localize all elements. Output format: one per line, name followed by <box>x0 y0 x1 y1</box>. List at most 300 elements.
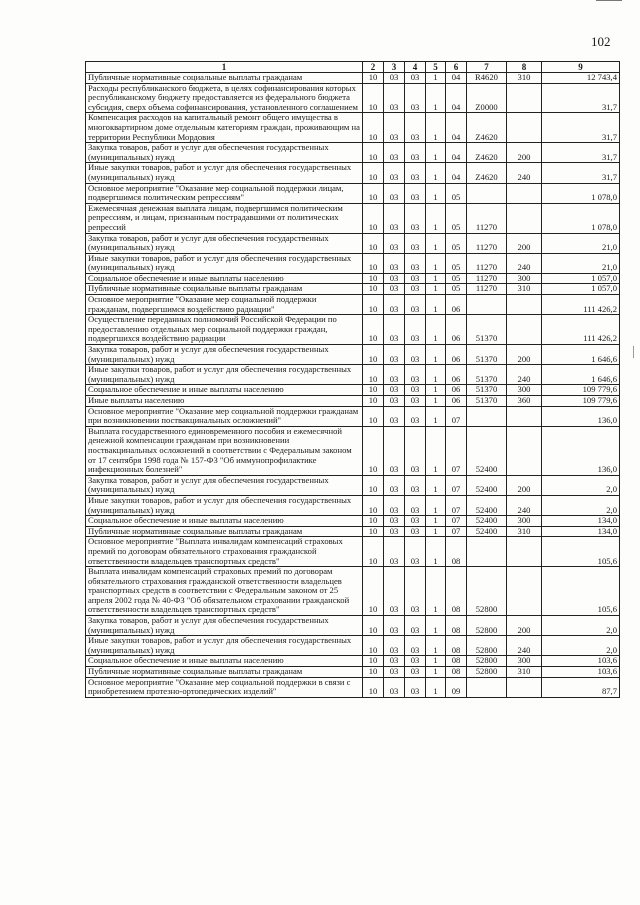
amount-cell: 1 646,6 <box>542 345 620 365</box>
section-code-cell: 10 <box>363 475 384 495</box>
activity-code-cell: 07 <box>446 475 467 495</box>
amount-cell: 2,0 <box>542 475 620 495</box>
table-row <box>86 406 620 426</box>
subprogram-code-cell: 1 <box>426 183 446 203</box>
expense-type-code-cell: 360 <box>507 396 542 407</box>
program-code-cell: 03 <box>405 143 426 163</box>
subprogram-code-cell: 1 <box>426 113 446 143</box>
column-header-subprogram: 5 <box>426 62 446 73</box>
program-code-cell: 03 <box>405 406 426 426</box>
expense-type-code-cell <box>507 183 542 203</box>
program-code-cell: 03 <box>405 284 426 295</box>
subprogram-code-cell: 1 <box>426 73 446 84</box>
expense-type-code-cell: 300 <box>507 516 542 527</box>
amount-cell: 134,0 <box>542 526 620 537</box>
subprogram-code-cell: 1 <box>426 677 446 697</box>
column-header-expense-type: 8 <box>507 62 542 73</box>
subprogram-code-cell: 1 <box>426 667 446 678</box>
subsection-code-cell: 03 <box>384 396 405 407</box>
activity-code-cell: 04 <box>446 73 467 84</box>
program-code-cell: 03 <box>405 273 426 284</box>
subsection-code-cell: 03 <box>384 526 405 537</box>
table-row <box>86 495 620 515</box>
subprogram-code-cell: 1 <box>426 83 446 113</box>
activity-code-cell: 08 <box>446 656 467 667</box>
section-code-cell: 10 <box>363 636 384 656</box>
subsection-code-cell: 03 <box>384 426 405 475</box>
amount-cell: 111 426,2 <box>542 295 620 315</box>
activity-code-cell: 06 <box>446 315 467 345</box>
amount-cell: 31,7 <box>542 163 620 183</box>
section-code-cell: 10 <box>363 295 384 315</box>
subsection-code-cell: 03 <box>384 233 405 253</box>
subsection-code-cell: 03 <box>384 183 405 203</box>
direction-code-cell: 51370 <box>467 365 507 385</box>
subprogram-code-cell: 1 <box>426 516 446 527</box>
expense-type-code-cell <box>507 426 542 475</box>
table-row <box>86 163 620 183</box>
row-name-cell: Социальное обеспечение и иные выплаты населению <box>86 273 363 284</box>
program-code-cell: 03 <box>405 385 426 396</box>
subsection-code-cell: 03 <box>384 516 405 527</box>
direction-code-cell: 11270 <box>467 203 507 233</box>
subprogram-code-cell: 1 <box>426 385 446 396</box>
section-code-cell: 10 <box>363 396 384 407</box>
program-code-cell: 03 <box>405 495 426 515</box>
row-name-cell: Закупка товаров, работ и услуг для обеспечения государственных (муниципальных) нужд <box>86 345 363 365</box>
amount-cell: 1 078,0 <box>542 183 620 203</box>
section-code-cell: 10 <box>363 495 384 515</box>
direction-code-cell: R4620 <box>467 73 507 84</box>
row-name-cell: Социальное обеспечение и иные выплаты населению <box>86 385 363 396</box>
section-code-cell: 10 <box>363 253 384 273</box>
row-name-cell: Основное мероприятие "Оказание мер социальной поддержки гражданам при возникновении поствакцинальных осложнений" <box>86 406 363 426</box>
subsection-code-cell: 03 <box>384 284 405 295</box>
program-code-cell: 03 <box>405 396 426 407</box>
subsection-code-cell: 03 <box>384 253 405 273</box>
subsection-code-cell: 03 <box>384 345 405 365</box>
direction-code-cell: 51370 <box>467 315 507 345</box>
program-code-cell: 03 <box>405 537 426 567</box>
amount-cell: 1 057,0 <box>542 273 620 284</box>
direction-code-cell: 52400 <box>467 495 507 515</box>
direction-code-cell: 11270 <box>467 284 507 295</box>
amount-cell: 109 779,6 <box>542 396 620 407</box>
subprogram-code-cell: 1 <box>426 163 446 183</box>
program-code-cell: 03 <box>405 656 426 667</box>
activity-code-cell: 04 <box>446 83 467 113</box>
subprogram-code-cell: 1 <box>426 616 446 636</box>
activity-code-cell: 06 <box>446 385 467 396</box>
table-row <box>86 426 620 475</box>
column-header-name: 1 <box>86 62 363 73</box>
subprogram-code-cell: 1 <box>426 315 446 345</box>
table-row <box>86 233 620 253</box>
direction-code-cell: 52800 <box>467 636 507 656</box>
expense-type-code-cell: 300 <box>507 385 542 396</box>
subsection-code-cell: 03 <box>384 83 405 113</box>
table-row <box>86 526 620 537</box>
subsection-code-cell: 03 <box>384 656 405 667</box>
activity-code-cell: 04 <box>446 113 467 143</box>
expense-type-code-cell: 200 <box>507 475 542 495</box>
row-name-cell: Иные закупки товаров, работ и услуг для обеспечения государственных (муниципальных) нужд <box>86 365 363 385</box>
direction-code-cell: 51370 <box>467 345 507 365</box>
amount-cell: 2,0 <box>542 636 620 656</box>
activity-code-cell: 09 <box>446 677 467 697</box>
table-row <box>86 345 620 365</box>
direction-code-cell: 52800 <box>467 567 507 616</box>
expense-type-code-cell: 300 <box>507 273 542 284</box>
activity-code-cell: 05 <box>446 233 467 253</box>
section-code-cell: 10 <box>363 677 384 697</box>
subprogram-code-cell: 1 <box>426 656 446 667</box>
row-name-cell: Иные закупки товаров, работ и услуг для обеспечения государственных (муниципальных) нужд <box>86 163 363 183</box>
row-name-cell: Выплата государственного единовременного пособия и ежемесячной денежной компенсации гражданам при возникновении поствакцинальных осложнений в соответствии с Федеральным законом от 17 сентября 1998 года № 157-ФЗ "Об иммунопрофилактике инфекционных болезней" <box>86 426 363 475</box>
program-code-cell: 03 <box>405 73 426 84</box>
column-header-program: 4 <box>405 62 426 73</box>
subsection-code-cell: 03 <box>384 475 405 495</box>
program-code-cell: 03 <box>405 426 426 475</box>
row-name-cell: Закупка товаров, работ и услуг для обеспечения государственных (муниципальных) нужд <box>86 233 363 253</box>
direction-code-cell: 51370 <box>467 396 507 407</box>
scan-artifact-line <box>596 0 622 1</box>
row-name-cell: Иные выплаты населению <box>86 396 363 407</box>
expense-type-code-cell: 240 <box>507 636 542 656</box>
subsection-code-cell: 03 <box>384 365 405 385</box>
activity-code-cell: 06 <box>446 396 467 407</box>
direction-code-cell: 52400 <box>467 475 507 495</box>
subsection-code-cell: 03 <box>384 616 405 636</box>
table-row <box>86 143 620 163</box>
program-code-cell: 03 <box>405 253 426 273</box>
section-code-cell: 10 <box>363 233 384 253</box>
direction-code-cell: 11270 <box>467 233 507 253</box>
amount-cell: 2,0 <box>542 616 620 636</box>
section-code-cell: 10 <box>363 203 384 233</box>
expense-type-code-cell: 240 <box>507 365 542 385</box>
subprogram-code-cell: 1 <box>426 537 446 567</box>
column-header-section: 2 <box>363 62 384 73</box>
activity-code-cell: 06 <box>446 365 467 385</box>
activity-code-cell: 05 <box>446 203 467 233</box>
direction-code-cell: 52800 <box>467 656 507 667</box>
subsection-code-cell: 03 <box>384 163 405 183</box>
row-name-cell: Выплата инвалидам компенсаций страховых премий по договорам обязательного страхования гражданской ответственности владельцев транспортных средств в соответствии с Федеральным законом от 25 апреля 2002 года № 40-ФЗ "Об обязательном страховании гражданской ответственности владельцев транспортных средств" <box>86 567 363 616</box>
expense-type-code-cell <box>507 113 542 143</box>
activity-code-cell: 07 <box>446 516 467 527</box>
program-code-cell: 03 <box>405 667 426 678</box>
direction-code-cell <box>467 295 507 315</box>
section-code-cell: 10 <box>363 616 384 636</box>
activity-code-cell: 05 <box>446 273 467 284</box>
amount-cell: 2,0 <box>542 495 620 515</box>
activity-code-cell: 05 <box>446 284 467 295</box>
activity-code-cell: 04 <box>446 163 467 183</box>
subsection-code-cell: 03 <box>384 203 405 233</box>
row-name-cell: Иные закупки товаров, работ и услуг для обеспечения государственных (муниципальных) нужд <box>86 636 363 656</box>
amount-cell: 21,0 <box>542 233 620 253</box>
table-row <box>86 475 620 495</box>
direction-code-cell: 51370 <box>467 385 507 396</box>
activity-code-cell: 06 <box>446 295 467 315</box>
activity-code-cell: 08 <box>446 667 467 678</box>
section-code-cell: 10 <box>363 183 384 203</box>
table-row <box>86 295 620 315</box>
expense-type-code-cell: 310 <box>507 284 542 295</box>
amount-cell: 12 743,4 <box>542 73 620 84</box>
expense-type-code-cell: 200 <box>507 233 542 253</box>
subsection-code-cell: 03 <box>384 495 405 515</box>
amount-cell: 1 078,0 <box>542 203 620 233</box>
page-number: 102 <box>591 34 611 49</box>
direction-code-cell <box>467 406 507 426</box>
table-row <box>86 315 620 345</box>
column-header-activity: 6 <box>446 62 467 73</box>
section-code-cell: 10 <box>363 567 384 616</box>
expense-type-code-cell: 200 <box>507 616 542 636</box>
activity-code-cell: 08 <box>446 537 467 567</box>
direction-code-cell: 52400 <box>467 426 507 475</box>
direction-code-cell <box>467 537 507 567</box>
amount-cell: 1 057,0 <box>542 284 620 295</box>
subprogram-code-cell: 1 <box>426 295 446 315</box>
activity-code-cell: 05 <box>446 253 467 273</box>
section-code-cell: 10 <box>363 113 384 143</box>
scan-edge-mark <box>633 346 634 358</box>
section-code-cell: 10 <box>363 284 384 295</box>
activity-code-cell: 07 <box>446 406 467 426</box>
row-name-cell: Осуществление переданных полномочий Российской Федерации по предоставлению отдельных мер социальной поддержки граждан, подвергшихся воздействию радиации <box>86 315 363 345</box>
program-code-cell: 03 <box>405 365 426 385</box>
subsection-code-cell: 03 <box>384 667 405 678</box>
section-code-cell: 10 <box>363 385 384 396</box>
row-name-cell: Закупка товаров, работ и услуг для обеспечения государственных (муниципальных) нужд <box>86 143 363 163</box>
expense-type-code-cell: 300 <box>507 656 542 667</box>
section-code-cell: 10 <box>363 667 384 678</box>
expense-type-code-cell <box>507 295 542 315</box>
row-name-cell: Публичные нормативные социальные выплаты гражданам <box>86 73 363 84</box>
subprogram-code-cell: 1 <box>426 203 446 233</box>
direction-code-cell <box>467 677 507 697</box>
expense-type-code-cell <box>507 677 542 697</box>
row-name-cell: Основное мероприятие "Оказание мер социальной поддержки в связи с приобретением протезно-ортопедических изделий" <box>86 677 363 697</box>
program-code-cell: 03 <box>405 315 426 345</box>
table-row <box>86 385 620 396</box>
activity-code-cell: 05 <box>446 183 467 203</box>
table-row <box>86 396 620 407</box>
subsection-code-cell: 03 <box>384 113 405 143</box>
amount-cell: 103,6 <box>542 667 620 678</box>
direction-code-cell: 11270 <box>467 253 507 273</box>
program-code-cell: 03 <box>405 516 426 527</box>
table-row <box>86 365 620 385</box>
subsection-code-cell: 03 <box>384 273 405 284</box>
activity-code-cell: 08 <box>446 567 467 616</box>
amount-cell: 105,6 <box>542 537 620 567</box>
amount-cell: 1 646,6 <box>542 365 620 385</box>
subprogram-code-cell: 1 <box>426 233 446 253</box>
table-row <box>86 113 620 143</box>
program-code-cell: 03 <box>405 233 426 253</box>
amount-cell: 103,6 <box>542 656 620 667</box>
program-code-cell: 03 <box>405 345 426 365</box>
direction-code-cell: Z4620 <box>467 163 507 183</box>
row-name-cell: Социальное обеспечение и иные выплаты населению <box>86 516 363 527</box>
subprogram-code-cell: 1 <box>426 143 446 163</box>
expense-type-code-cell: 310 <box>507 73 542 84</box>
activity-code-cell: 07 <box>446 526 467 537</box>
amount-cell: 31,7 <box>542 143 620 163</box>
section-code-cell: 10 <box>363 426 384 475</box>
subprogram-code-cell: 1 <box>426 495 446 515</box>
subprogram-code-cell: 1 <box>426 636 446 656</box>
amount-cell: 87,7 <box>542 677 620 697</box>
section-code-cell: 10 <box>363 315 384 345</box>
program-code-cell: 03 <box>405 203 426 233</box>
table-row <box>86 667 620 678</box>
table-row <box>86 273 620 284</box>
subprogram-code-cell: 1 <box>426 253 446 273</box>
subsection-code-cell: 03 <box>384 677 405 697</box>
direction-code-cell: 52400 <box>467 516 507 527</box>
table-row <box>86 183 620 203</box>
program-code-cell: 03 <box>405 677 426 697</box>
expense-type-code-cell <box>507 203 542 233</box>
table-row <box>86 537 620 567</box>
amount-cell: 134,0 <box>542 516 620 527</box>
table-row <box>86 73 620 84</box>
row-name-cell: Публичные нормативные социальные выплаты гражданам <box>86 526 363 537</box>
program-code-cell: 03 <box>405 113 426 143</box>
direction-code-cell: 52800 <box>467 667 507 678</box>
expense-type-code-cell <box>507 567 542 616</box>
direction-code-cell: 52400 <box>467 526 507 537</box>
section-code-cell: 10 <box>363 656 384 667</box>
column-header-subsection: 3 <box>384 62 405 73</box>
expense-type-code-cell: 200 <box>507 345 542 365</box>
column-header-amount: 9 <box>542 62 620 73</box>
section-code-cell: 10 <box>363 526 384 537</box>
subprogram-code-cell: 1 <box>426 345 446 365</box>
row-name-cell: Социальное обеспечение и иные выплаты населению <box>86 656 363 667</box>
direction-code-cell: Z4620 <box>467 143 507 163</box>
subsection-code-cell: 03 <box>384 385 405 396</box>
subprogram-code-cell: 1 <box>426 426 446 475</box>
row-name-cell: Ежемесячная денежная выплата лицам, подвергшимся политическим репрессиям, и лицам, признанным пострадавшими от политических репрессий <box>86 203 363 233</box>
subprogram-code-cell: 1 <box>426 273 446 284</box>
table-row <box>86 567 620 616</box>
expense-type-code-cell: 240 <box>507 163 542 183</box>
table-row <box>86 83 620 113</box>
subsection-code-cell: 03 <box>384 315 405 345</box>
program-code-cell: 03 <box>405 526 426 537</box>
expense-type-code-cell: 310 <box>507 526 542 537</box>
row-name-cell: Иные закупки товаров, работ и услуг для обеспечения государственных (муниципальных) нужд <box>86 253 363 273</box>
row-name-cell: Компенсация расходов на капитальный ремонт общего имущества в многоквартирном доме отдельным категориям граждан, проживающим на территории Республики Мордовия <box>86 113 363 143</box>
activity-code-cell: 06 <box>446 345 467 365</box>
subsection-code-cell: 03 <box>384 636 405 656</box>
budget-table <box>85 61 620 698</box>
table-row <box>86 203 620 233</box>
activity-code-cell: 04 <box>446 143 467 163</box>
section-code-cell: 10 <box>363 143 384 163</box>
subsection-code-cell: 03 <box>384 537 405 567</box>
section-code-cell: 10 <box>363 83 384 113</box>
row-name-cell: Основное мероприятие "Оказание мер социальной поддержки гражданам, подвергшимся воздействию радиации" <box>86 295 363 315</box>
expense-type-code-cell: 310 <box>507 667 542 678</box>
subprogram-code-cell: 1 <box>426 526 446 537</box>
expense-type-code-cell: 200 <box>507 143 542 163</box>
subprogram-code-cell: 1 <box>426 406 446 426</box>
direction-code-cell: 11270 <box>467 273 507 284</box>
section-code-cell: 10 <box>363 345 384 365</box>
amount-cell: 21,0 <box>542 253 620 273</box>
table-row <box>86 636 620 656</box>
row-name-cell: Иные закупки товаров, работ и услуг для обеспечения государственных (муниципальных) нужд <box>86 495 363 515</box>
activity-code-cell: 07 <box>446 426 467 475</box>
subsection-code-cell: 03 <box>384 73 405 84</box>
program-code-cell: 03 <box>405 475 426 495</box>
subsection-code-cell: 03 <box>384 143 405 163</box>
direction-code-cell: Z4620 <box>467 113 507 143</box>
table-header-row <box>86 62 620 73</box>
program-code-cell: 03 <box>405 636 426 656</box>
amount-cell: 31,7 <box>542 83 620 113</box>
expense-type-code-cell: 240 <box>507 495 542 515</box>
table-row <box>86 253 620 273</box>
expense-type-code-cell <box>507 83 542 113</box>
direction-code-cell: 52800 <box>467 616 507 636</box>
direction-code-cell: Z0000 <box>467 83 507 113</box>
amount-cell: 136,0 <box>542 426 620 475</box>
row-name-cell: Закупка товаров, работ и услуг для обеспечения государственных (муниципальных) нужд <box>86 616 363 636</box>
table-row <box>86 284 620 295</box>
amount-cell: 31,7 <box>542 113 620 143</box>
row-name-cell: Основное мероприятие "Оказание мер социальной поддержки лицам, подвергшимся политическим репрессиям" <box>86 183 363 203</box>
table-row <box>86 677 620 697</box>
subprogram-code-cell: 1 <box>426 284 446 295</box>
section-code-cell: 10 <box>363 537 384 567</box>
program-code-cell: 03 <box>405 295 426 315</box>
column-header-direction: 7 <box>467 62 507 73</box>
row-name-cell: Публичные нормативные социальные выплаты гражданам <box>86 667 363 678</box>
subprogram-code-cell: 1 <box>426 475 446 495</box>
table-row <box>86 616 620 636</box>
subprogram-code-cell: 1 <box>426 365 446 385</box>
expense-type-code-cell <box>507 537 542 567</box>
program-code-cell: 03 <box>405 163 426 183</box>
expense-type-code-cell <box>507 315 542 345</box>
section-code-cell: 10 <box>363 365 384 385</box>
table-row <box>86 516 620 527</box>
table-row <box>86 656 620 667</box>
program-code-cell: 03 <box>405 83 426 113</box>
direction-code-cell <box>467 183 507 203</box>
activity-code-cell: 08 <box>446 616 467 636</box>
expense-type-code-cell: 240 <box>507 253 542 273</box>
activity-code-cell: 08 <box>446 636 467 656</box>
subsection-code-cell: 03 <box>384 406 405 426</box>
row-name-cell: Основное мероприятие "Выплата инвалидам компенсаций страховых премий по договорам обязательного страхования гражданской ответственности владельцев транспортных средств" <box>86 537 363 567</box>
amount-cell: 109 779,6 <box>542 385 620 396</box>
section-code-cell: 10 <box>363 273 384 284</box>
program-code-cell: 03 <box>405 183 426 203</box>
subprogram-code-cell: 1 <box>426 567 446 616</box>
subsection-code-cell: 03 <box>384 295 405 315</box>
program-code-cell: 03 <box>405 616 426 636</box>
subprogram-code-cell: 1 <box>426 396 446 407</box>
